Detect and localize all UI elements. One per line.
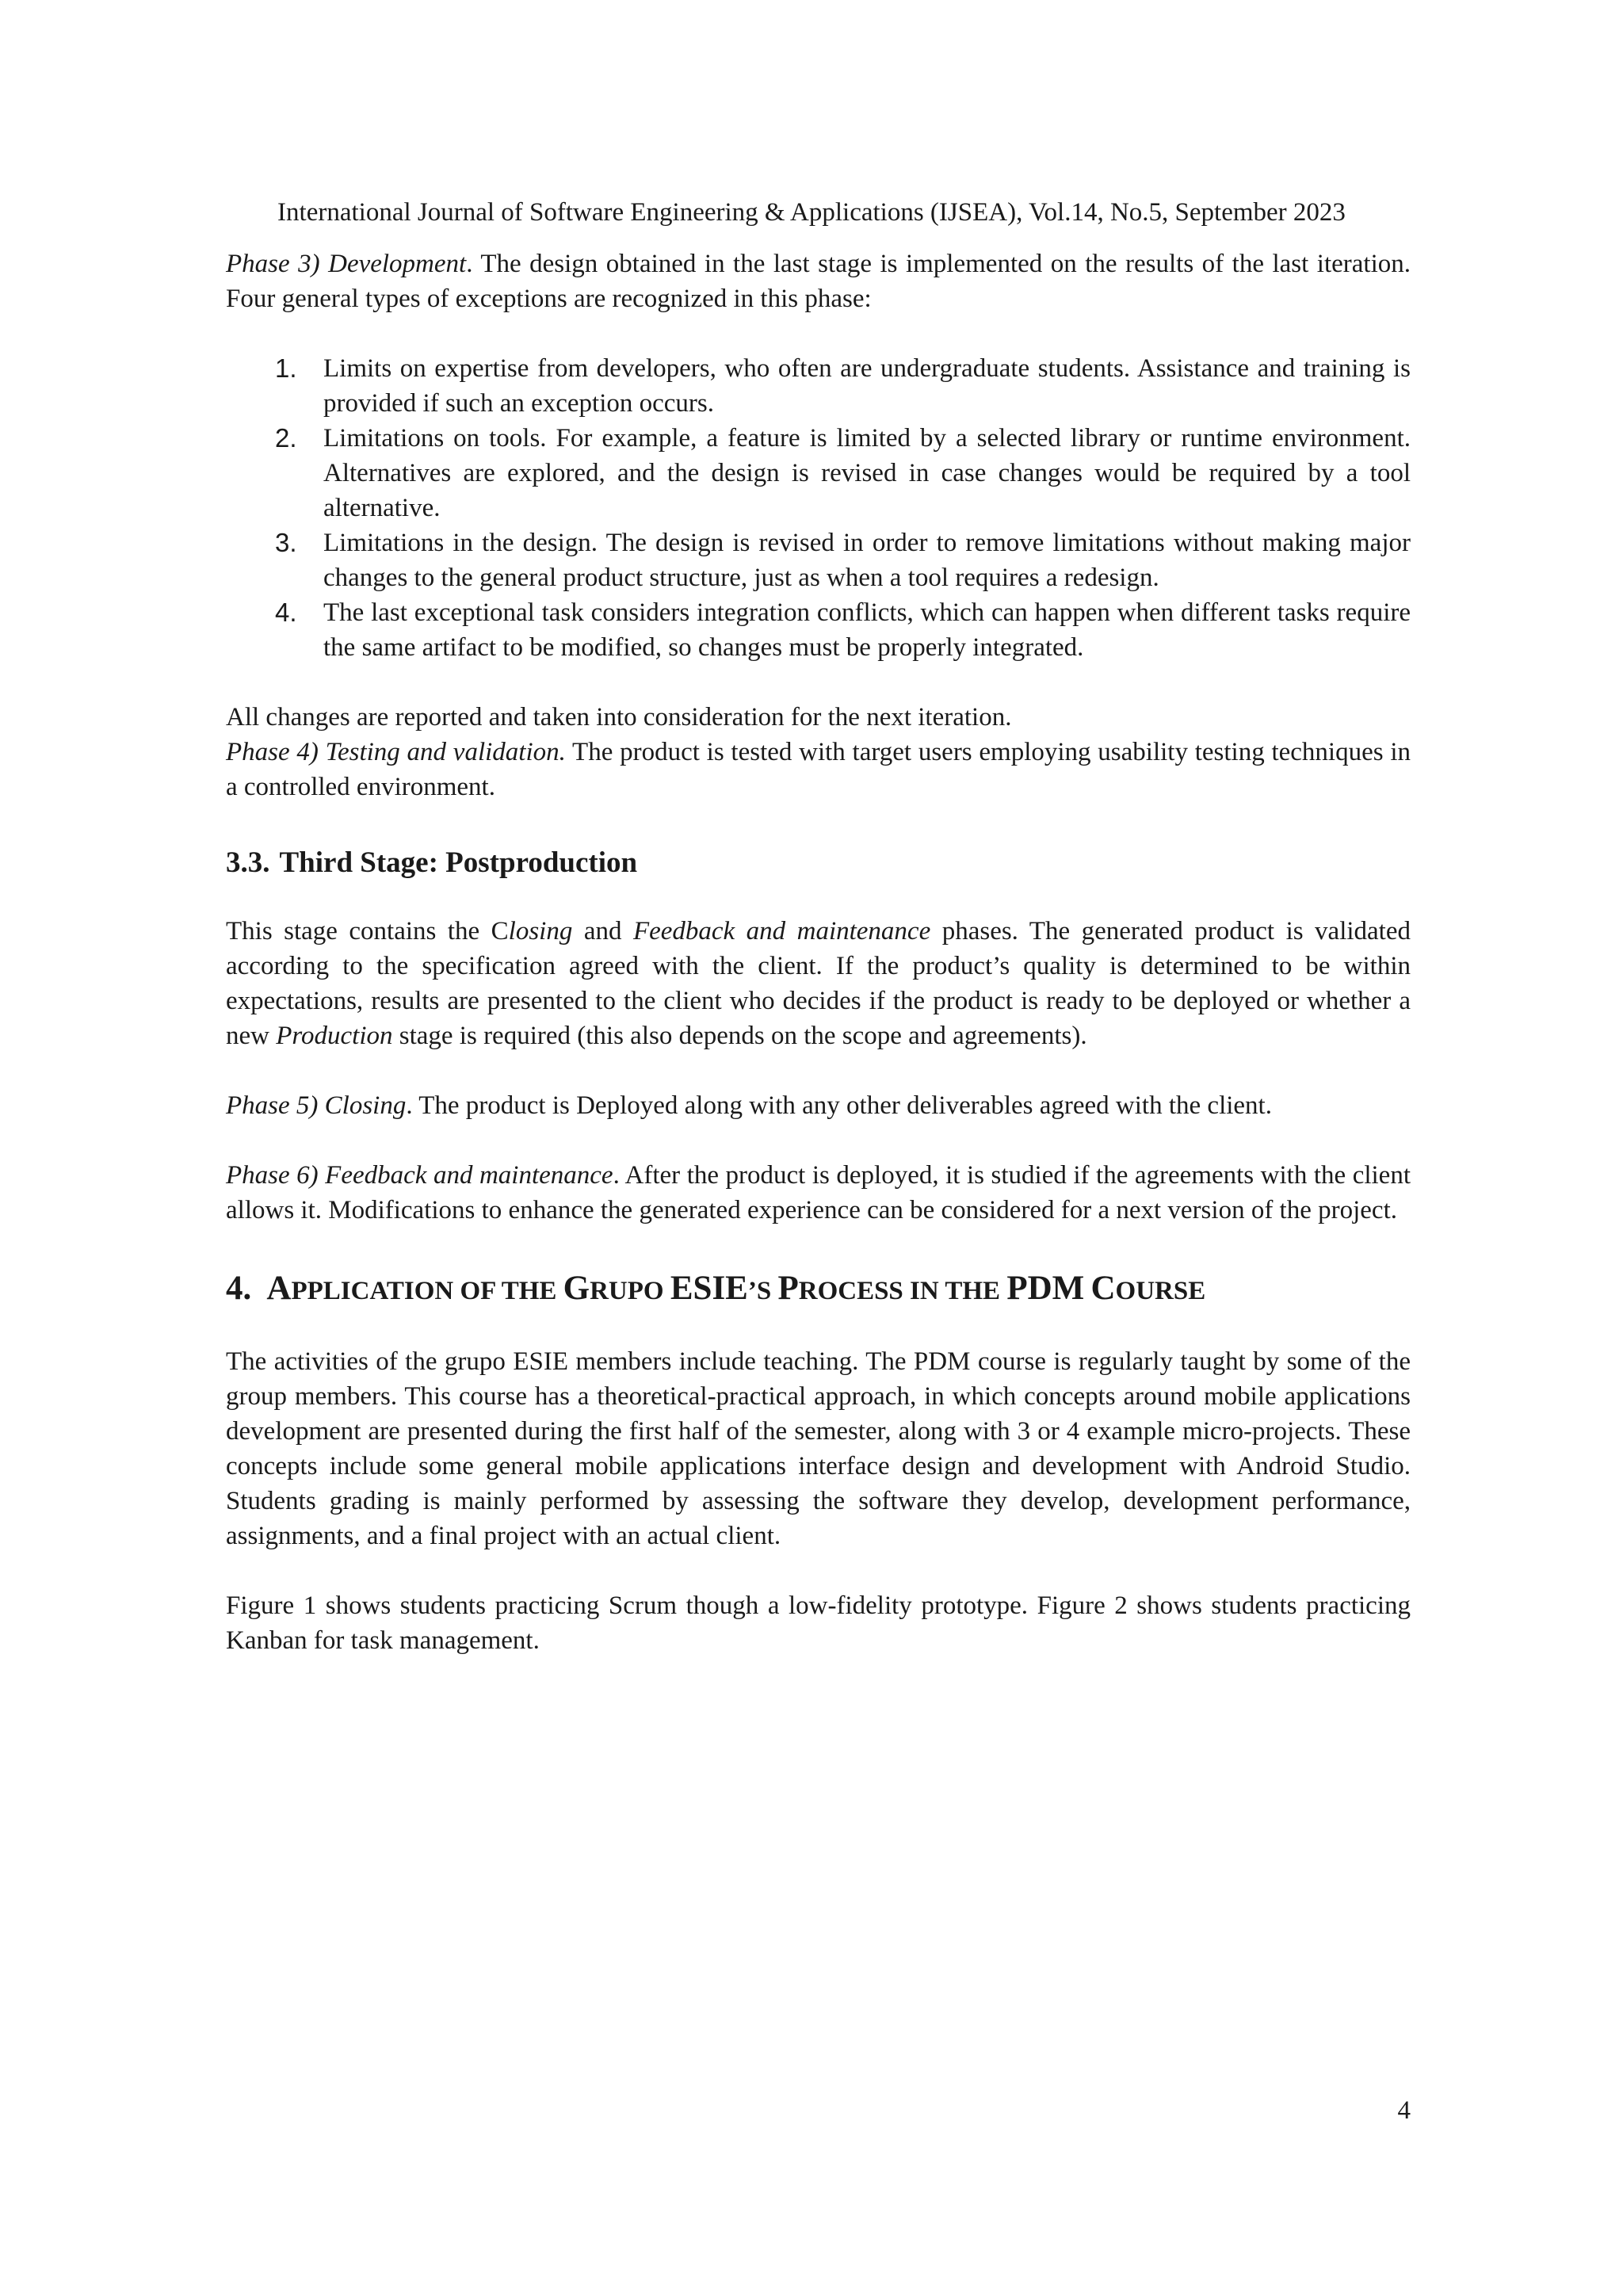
changes-reported-paragraph: All changes are reported and taken into consideration for the next iteration.	[226, 703, 1012, 732]
heading-run: OURSE	[1115, 1277, 1206, 1305]
phase3-paragraph	[226, 246, 1411, 316]
exceptions-list	[226, 351, 1411, 665]
list-item-text: The last exceptional task considers integration conflicts, which can happen when different tasks require the same artifact to be modified, so changes must be properly integrated.	[323, 598, 1411, 662]
phase3-text: . The design obtained in the last stage is implemented on the results of the last iteration. Four general types of exceptions are recognized in this phase:	[226, 250, 1411, 313]
heading-run: A	[266, 1270, 292, 1307]
phase6-text: . After the product is deployed, it is studied if the agreements with the client allows it. Modifications to enhance the generated experience can be considered for a next version of the project.	[226, 1161, 1411, 1224]
section-number: 4.	[226, 1270, 252, 1307]
list-item-text: Limits on expertise from developers, who often are undergraduate students. Assistance and training is provided if such an exception occurs.	[323, 354, 1411, 418]
list-item	[226, 525, 1411, 595]
list-item	[226, 595, 1411, 665]
list-item-number: 2.	[275, 423, 297, 453]
heading-run: P	[777, 1270, 799, 1307]
list-item-number: 4.	[275, 598, 297, 627]
phase5-text: . The product is Deployed along with any other deliverables agreed with the client.	[406, 1091, 1272, 1120]
heading-run: ESIE	[670, 1270, 748, 1307]
phase6-paragraph	[226, 1158, 1411, 1228]
phase3-label: Phase 3) Development	[226, 250, 467, 278]
phase5-label: Phase 5) Closing	[226, 1091, 407, 1120]
section-number: 3.3.	[226, 846, 270, 879]
heading-run: ROCESS IN THE	[798, 1277, 1007, 1305]
text-run: phases. The generated product is validated according to the specification agreed with the client. If the product’s quality is determined to be within expectations, results are presented to the client who decides if the product is ready to be deployed or whether a new	[226, 917, 1411, 1050]
text-run: stage is required (this also depends on the scope and agreements).	[392, 1022, 1087, 1050]
section-heading-3-3	[226, 839, 1411, 887]
closing-term: losing	[508, 917, 573, 946]
phase4-paragraph	[226, 735, 1411, 804]
section-heading-4	[226, 1263, 1411, 1317]
heading-run: PDM	[1006, 1270, 1085, 1307]
list-item	[226, 351, 1411, 421]
pdm-course-paragraph: The activities of the grupo ESIE members include teaching. The PDM course is regularly taught by some of the group members. This course has a theoretical-practical approach, in which concepts around mobile applications development are presented during the first half of the semester, along with 3 or 4 example micro-projects. These concepts include some general mobile applications interface design and development with Android Studio. Students grading is mainly performed by assessing the software they develop, development performance, assignments, and a final project with an actual client.	[226, 1347, 1411, 1550]
heading-run: PPLICATION OF THE	[291, 1277, 563, 1305]
text-run: and	[572, 917, 633, 946]
phase5-paragraph	[226, 1088, 1411, 1123]
heading-run: C	[1090, 1270, 1116, 1307]
figures-paragraph: Figure 1 shows students practicing Scrum though a low-fidelity prototype. Figure 2 shows students practicing Kanban for task management.	[226, 1591, 1411, 1655]
heading-run: G	[563, 1270, 590, 1307]
phase4-label: Phase 4) Testing and validation.	[226, 738, 566, 766]
list-item-text: Limitations on tools. For example, a feature is limited by a selected library or runtime environment. Alternatives are explored, and the design is revised in case changes would be required by a tool alternative.	[323, 424, 1411, 522]
list-item-text: Limitations in the design. The design is revised in order to remove limitations without making major changes to the general product structure, just as when a tool requires a redesign.	[323, 529, 1411, 592]
list-item-number: 3.	[275, 528, 297, 557]
running-header: International Journal of Software Engineering & Applications (IJSEA), Vol.14, No.5, September 2023	[277, 198, 1346, 227]
heading-run: ’S	[747, 1277, 778, 1305]
postproduction-paragraph	[226, 914, 1411, 1053]
page-number: 4	[1397, 2096, 1411, 2125]
list-item-number: 1.	[275, 353, 297, 383]
list-item	[226, 421, 1411, 525]
heading-run: RUPO	[590, 1277, 670, 1305]
phase6-label: Phase 6) Feedback and maintenance	[226, 1161, 613, 1190]
production-term: Production	[276, 1022, 393, 1050]
text-run: This stage contains the C	[226, 917, 509, 946]
phase4-text: The product is tested with target users employing usability testing techniques in a controlled environment.	[226, 738, 1411, 801]
section-title: Third Stage: Postproduction	[279, 846, 638, 879]
feedback-term: Feedback and maintenance	[632, 917, 931, 946]
page-body	[226, 246, 1411, 1658]
